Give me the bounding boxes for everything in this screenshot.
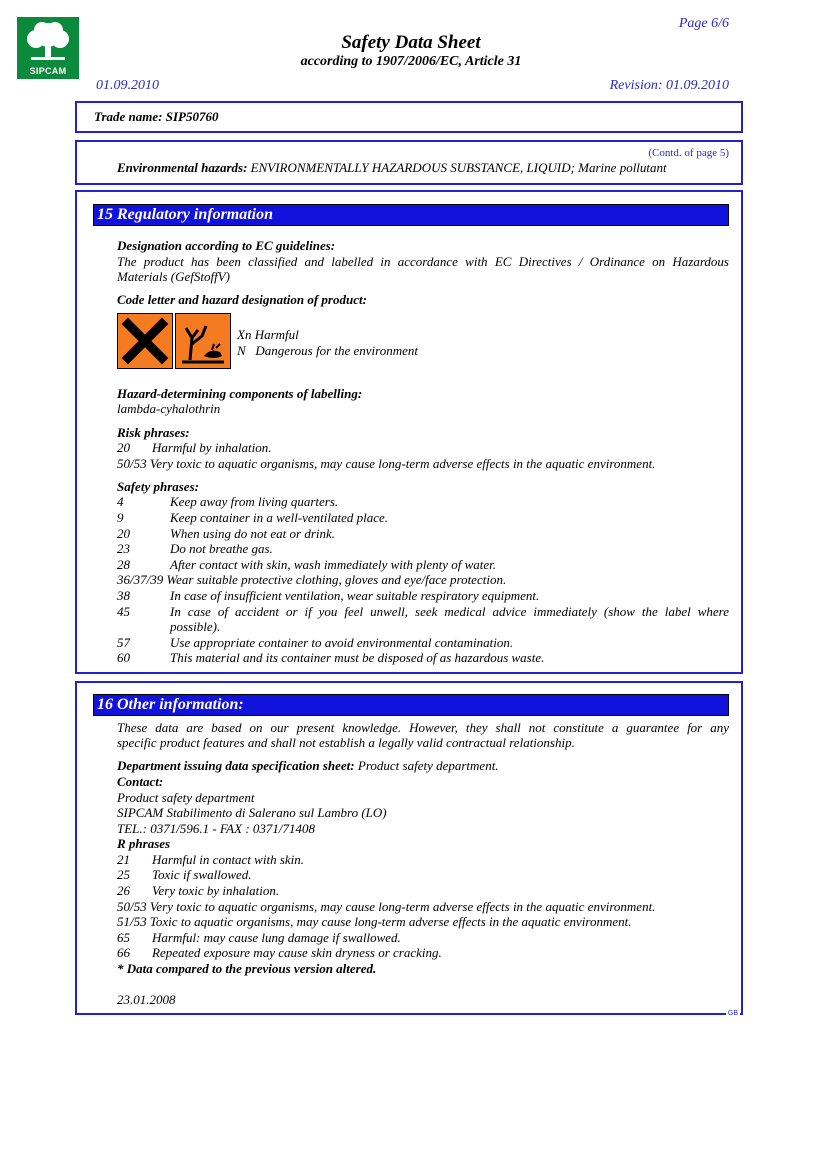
safety-text: In case of accident or if you feel unwell, seek medical advice immediately (show the label where [170, 604, 729, 619]
contact-line: SIPCAM Stabilimento di Salerano sul Lambro (LO) [117, 805, 387, 820]
hazard-components-label: Hazard-determining components of labelling: [117, 386, 363, 401]
environmental-hazards [117, 160, 667, 176]
safety-code: 23 [117, 541, 130, 556]
safety-text: In case of insufficient ventilation, wear suitable respiratory equipment. [170, 588, 540, 603]
safety-text: Wear suitable protective clothing, gloves and eye/face protection. [166, 572, 507, 587]
safety-row-6 [117, 572, 506, 587]
safety-code: 36/37/39 [117, 572, 164, 587]
symbol-n-text: N Dangerous for the environment [237, 343, 419, 358]
safety-text: After contact with skin, wash immediately with plenty of water. [170, 557, 497, 572]
safety-code: 20 [117, 526, 130, 541]
designation-text-2: Materials (GefStoffV) [117, 269, 231, 284]
r-text: Harmful: may cause lung damage if swallowed. [152, 930, 401, 945]
changed-note: * Data compared to the previous version altered. [117, 961, 377, 976]
safety-text: When using do not eat or drink. [170, 526, 336, 541]
contact-line: TEL.: 0371/596.1 - FAX : 0371/71408 [117, 821, 316, 836]
risk-code: 50/53 [117, 456, 147, 471]
page-number: Page 6/6 [678, 16, 729, 31]
disclaimer-line-1: These data are based on our present knowledge. However, they shall not constitute a guarantee for any [117, 720, 729, 735]
r-text: Toxic to aquatic organisms, may cause long-term adverse effects in the aquatic environment. [149, 914, 632, 929]
r-code: 21 [117, 852, 130, 867]
safety-text: Keep container in a well-ventilated place. [170, 510, 389, 525]
department-line [117, 758, 499, 773]
r-row-5 [117, 914, 632, 929]
continued-note: (Contd. of page 5) [648, 147, 729, 159]
disclaimer-line-2: specific product features and shall not establish a legally valid contractual relationship. [117, 735, 575, 750]
symbol-xn-text: Xn Harmful [237, 327, 299, 342]
r-row-4 [117, 899, 655, 914]
department-label: Department issuing data specification sheet: [117, 758, 355, 773]
harmful-cross-icon [117, 313, 173, 369]
section-15-heading: 15 Regulatory information [93, 204, 729, 226]
safety-text: This material and its container must be disposed of as hazardous waste. [170, 650, 545, 665]
r-text: Very toxic by inhalation. [152, 883, 280, 898]
safety-text: Keep away from living quarters. [170, 494, 339, 509]
r-text: Repeated exposure may cause skin dryness or cracking. [152, 945, 442, 960]
safety-code: 60 [117, 650, 130, 665]
safety-code: 9 [117, 510, 124, 525]
environmental-value: ENVIRONMENTALLY HAZARDOUS SUBSTANCE, LIQUID; Marine pollutant [247, 160, 667, 175]
hazard-components-value: lambda-cyhalothrin [117, 401, 221, 416]
safety-code: 38 [117, 588, 130, 603]
r-phrases-label: R phrases [117, 836, 171, 851]
trade-name: Trade name: SIP50760 [94, 109, 219, 124]
r-text: Toxic if swallowed. [152, 867, 252, 882]
designation-label: Designation according to EC guidelines: [117, 238, 336, 253]
risk-text: Very toxic to aquatic organisms, may cause long-term adverse effects in the aquatic environment. [149, 456, 656, 471]
document-title: Safety Data Sheet [341, 32, 481, 53]
environment-hazard-icon [175, 313, 231, 369]
language-code: GB [727, 1010, 738, 1017]
department-value: Product safety department. [354, 758, 499, 773]
safety-code: 57 [117, 635, 130, 650]
risk-row-2 [117, 456, 655, 471]
environmental-label: Environmental hazards: [117, 160, 248, 175]
document-subtitle: according to 1907/2006/EC, Article 31 [300, 54, 522, 69]
safety-text: Do not breathe gas. [170, 541, 273, 556]
r-code: 25 [117, 867, 130, 882]
section-16-heading: 16 Other information: [93, 694, 729, 716]
footer-date: 23.01.2008 [117, 992, 176, 1007]
revision-date: Revision: 01.09.2010 [609, 78, 729, 93]
logo-text: SIPCAM [29, 66, 67, 76]
r-code: 65 [117, 930, 130, 945]
safety-code: 28 [117, 557, 130, 572]
contact-line: Product safety department [117, 790, 255, 805]
risk-code: 20 [117, 440, 130, 455]
risk-phrases-label: Risk phrases: [117, 425, 190, 440]
risk-text: Harmful by inhalation. [152, 440, 272, 455]
safety-phrases-label: Safety phrases: [117, 479, 199, 494]
r-code: 26 [117, 883, 130, 898]
r-code: 66 [117, 945, 130, 960]
print-date: 01.09.2010 [96, 78, 159, 93]
contact-label: Contact: [117, 774, 164, 789]
designation-text-1: The product has been classified and labelled in accordance with EC Directives / Ordinance on Hazardous [117, 254, 729, 269]
safety-text-continued: possible). [170, 619, 221, 634]
code-letter-label: Code letter and hazard designation of product: [117, 292, 367, 307]
safety-code: 45 [117, 604, 130, 619]
r-code: 50/53 [117, 899, 147, 914]
r-code: 51/53 [117, 914, 147, 929]
r-text: Harmful in contact with skin. [152, 852, 305, 867]
safety-text: Use appropriate container to avoid environmental contamination. [170, 635, 514, 650]
safety-code: 4 [117, 494, 124, 509]
r-text: Very toxic to aquatic organisms, may cause long-term adverse effects in the aquatic environment. [149, 899, 656, 914]
